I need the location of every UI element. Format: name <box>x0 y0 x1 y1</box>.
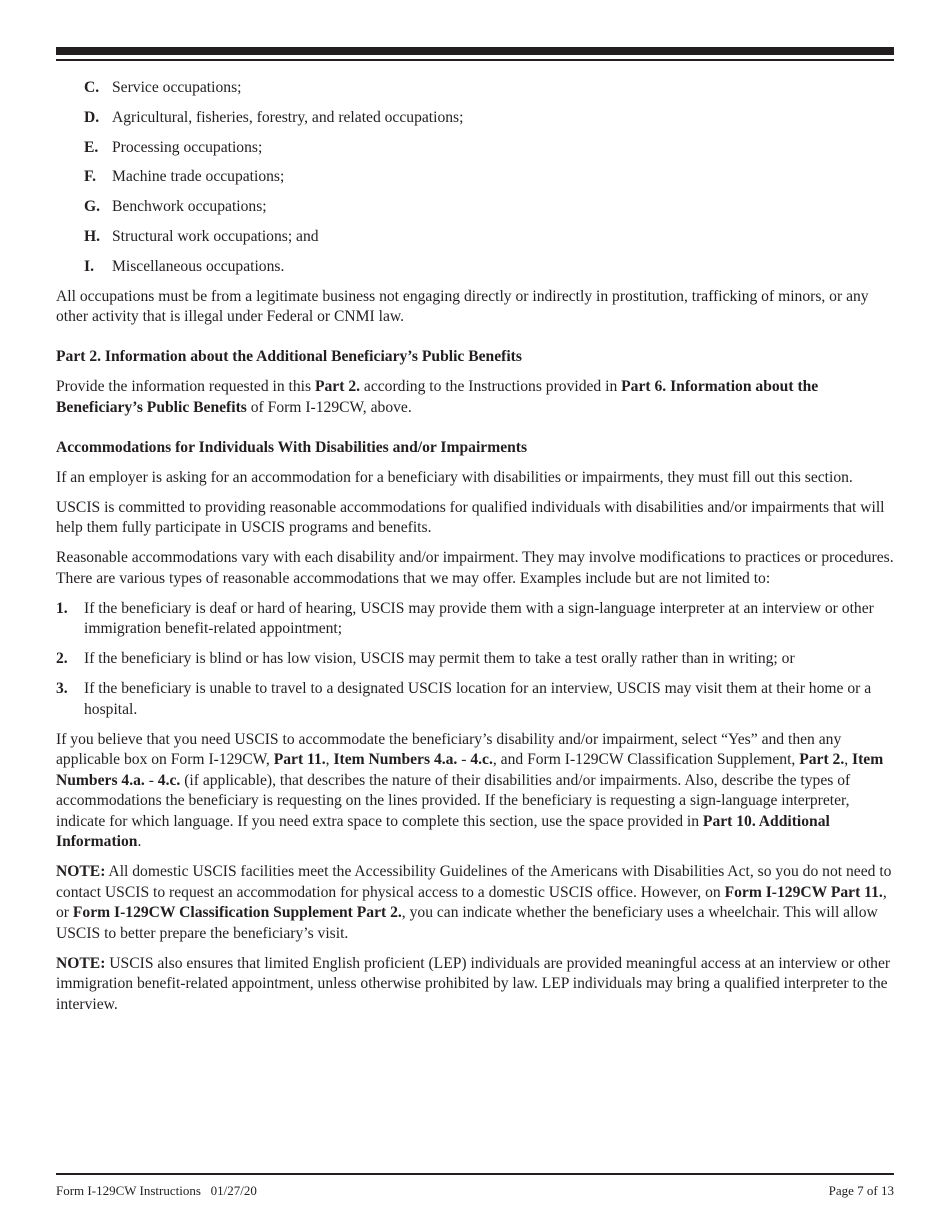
note-accessibility: NOTE: All domestic USCIS facilities meet the Accessibility Guidelines of the Americans with Disabilities Act, so you do not need to contact USCIS to request an accommodation for physical access to a domestic USCIS office. However, on Form I-129CW Part 11., or Form I-129CW Classification Supplement Part 2., you can indicate whether the beneficiary uses a wheelchair. This will allow USCIS to better prepare the beneficiary’s visit. <box>56 863 892 942</box>
occupation-list <box>56 78 896 277</box>
header-rule-thick <box>56 47 894 55</box>
list-item: 3. If the beneficiary is unable to travel to a designated USCIS location for an interview, USCIS may visit them at their home or a hospital. <box>56 680 872 718</box>
part2-heading: Part 2. Information about the Additional Beneficiary’s Public Benefits <box>56 348 522 366</box>
list-item: I. Miscellaneous occupations. <box>84 257 285 275</box>
header-rule-thin <box>56 59 894 61</box>
list-item: 1. If the beneficiary is deaf or hard of hearing, USCIS may provide them with a sign-language interpreter at an interview or other immigration benefit-related appointment; <box>56 599 874 638</box>
accommodations-para-1: If an employer is asking for an accommodation for a beneficiary with disabilities or impairments, they must fill out this section. <box>56 468 853 486</box>
list-item: E. Processing occupations; <box>84 138 263 156</box>
list-item: C. Service occupations; <box>84 79 242 96</box>
list-item: F. Machine trade occupations; <box>84 168 285 186</box>
part2-paragraph: Provide the information requested in this Part 2. according to the Instructions provided in Part 6. Information about the Beneficiary’s Public Benefits of Form I-129CW, above. <box>56 378 819 416</box>
occupations-note: All occupations must be from a legitimate business not engaging directly or indirectly in prostitution, trafficking of minors, or any other activity that is illegal under Federal or CNMI law. <box>56 287 869 326</box>
footer-page-number: Page 7 of 13 <box>828 1183 894 1198</box>
footer-form-id: Form I-129CW Instructions 01/27/20 <box>56 1183 257 1198</box>
note-lep: NOTE: USCIS also ensures that limited English proficient (LEP) individuals are provided meaningful access at an interview or other immigration benefit-related appointment, unless otherwise prohibited by law. LEP individuals may bring a qualified interpreter to the interview. <box>56 954 891 1013</box>
accommodations-para-2: USCIS is committed to providing reasonable accommodations for qualified individuals with disabilities and/or impairments that will help them fully participate in USCIS programs and benefits. <box>56 498 885 537</box>
examples-list <box>56 599 896 721</box>
list-item: G. Benchwork occupations; <box>84 198 267 216</box>
accommodations-para-4: If you believe that you need USCIS to accommodate the beneficiary’s disability and/or impairment, select “Yes” and then any applicable box on Form I-129CW, Part 11., Item Numbers 4.a. - 4.c., and Form I-129CW Classification Supplement, Part 2., Item Numbers 4.a. - 4.c. (if applicable), that describes the nature of their disabilities and/or impairments. Also, describe the types of accommodations the beneficiary is requesting on the lines provided. If the beneficiary is requesting a sign-language interpreter, indicate for which language. If you need extra space to complete this section, use the space provided in Part 10. Additional Information. <box>56 730 884 851</box>
accommodations-para-3: Reasonable accommodations vary with each disability and/or impairment. They may involve modifications to practices or procedures. There are various types of reasonable accommodations that we may offer. Examples include but are not limited to: <box>56 549 894 587</box>
list-item: 2. If the beneficiary is blind or has low vision, USCIS may permit them to take a test orally rather than in writing; or <box>56 650 795 668</box>
footer-rule <box>56 1173 894 1175</box>
list-item: H. Structural work occupations; and <box>84 227 319 245</box>
accommodations-heading: Accommodations for Individuals With Disabilities and/or Impairments <box>56 438 528 456</box>
list-item: D. Agricultural, fisheries, forestry, and related occupations; <box>84 108 464 126</box>
page-content <box>56 78 896 1025</box>
